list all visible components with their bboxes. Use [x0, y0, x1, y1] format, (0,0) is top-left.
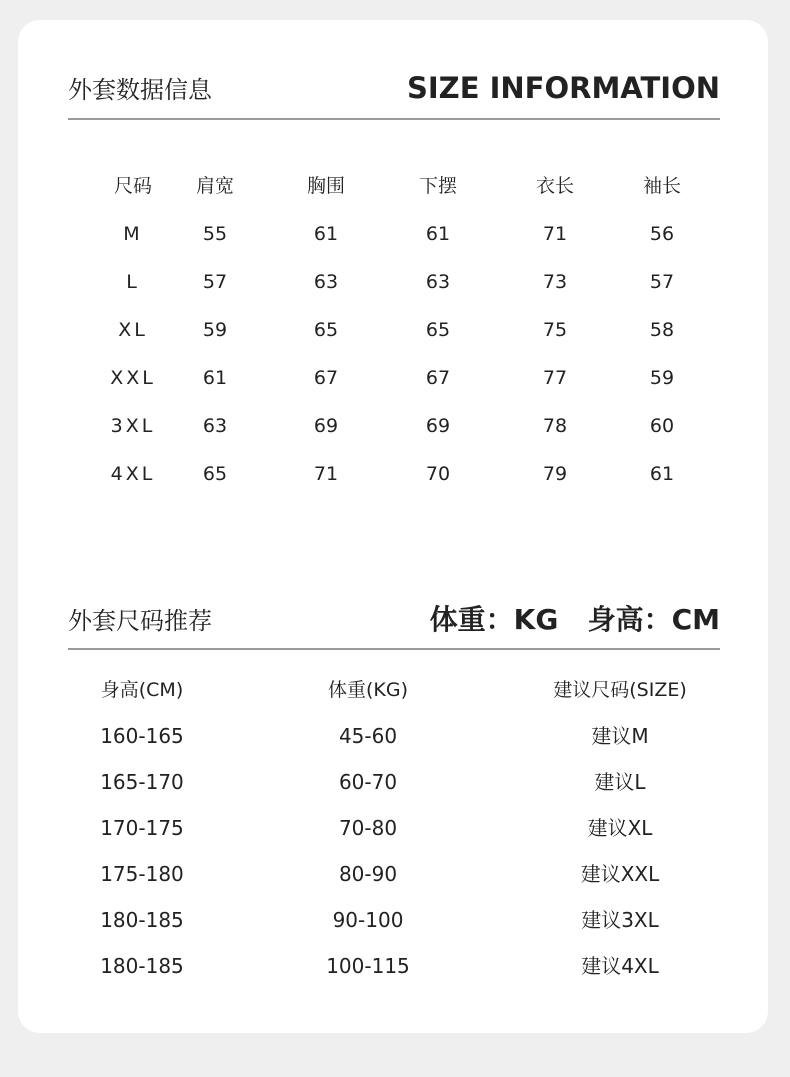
- chest-cell: 65: [313, 319, 339, 341]
- weight-cell: 80-90: [338, 862, 398, 886]
- length-cell: 78: [542, 415, 568, 437]
- suggested-size-cell: 建议XL: [587, 816, 653, 840]
- shoulder-cell: 63: [202, 415, 228, 437]
- chest-cell: 67: [313, 367, 339, 389]
- header-size: 尺码: [113, 175, 153, 197]
- shoulder-cell: 65: [202, 463, 228, 485]
- length-cell: 71: [542, 223, 568, 245]
- size-chart-card: [18, 20, 768, 1033]
- table-row: [18, 450, 768, 498]
- size-info-header: [68, 70, 720, 105]
- weight-cell: 100-115: [326, 954, 410, 978]
- shoulder-cell: 61: [202, 367, 228, 389]
- chest-cell: 69: [313, 415, 339, 437]
- table-row: [18, 897, 768, 943]
- size-cell: M: [123, 223, 143, 245]
- length-cell: 73: [542, 271, 568, 293]
- sleeve-cell: 56: [649, 223, 675, 245]
- chest-cell: 63: [313, 271, 339, 293]
- hem-cell: 69: [425, 415, 451, 437]
- recommend-table-header: [18, 667, 768, 713]
- size-cell: XXL: [110, 367, 156, 389]
- table-row: [18, 759, 768, 805]
- recommend-table: [18, 667, 768, 989]
- size-cell: 4XL: [110, 463, 156, 485]
- size-cell: L: [126, 271, 140, 293]
- size-cell: XL: [118, 319, 148, 341]
- shoulder-cell: 57: [202, 271, 228, 293]
- weight-cell: 90-100: [332, 908, 404, 932]
- size-info-divider: [68, 118, 720, 120]
- height-cell: 180-185: [100, 908, 184, 932]
- header-sleeve: 袖长: [642, 175, 682, 197]
- height-cell: 160-165: [100, 724, 184, 748]
- sleeve-cell: 58: [649, 319, 675, 341]
- table-row: [18, 210, 768, 258]
- table-row: [18, 258, 768, 306]
- chest-cell: 71: [313, 463, 339, 485]
- shoulder-cell: 59: [202, 319, 228, 341]
- table-row: [18, 354, 768, 402]
- sleeve-cell: 60: [649, 415, 675, 437]
- table-row: [18, 306, 768, 354]
- sleeve-cell: 57: [649, 271, 675, 293]
- height-cell: 170-175: [100, 816, 184, 840]
- header-length: 衣长: [535, 175, 575, 197]
- suggested-size-cell: 建议4XL: [581, 954, 659, 978]
- header-suggested-size: 建议尺码(SIZE): [553, 679, 687, 701]
- size-info-title-en: SIZE INFORMATION: [406, 70, 720, 105]
- hem-cell: 63: [425, 271, 451, 293]
- units-note: 体重：KG 身高：CM: [429, 603, 720, 636]
- length-cell: 75: [542, 319, 568, 341]
- weight-cell: 60-70: [338, 770, 398, 794]
- header-chest: 胸围: [306, 175, 346, 197]
- header-hem: 下摆: [418, 175, 458, 197]
- sleeve-cell: 59: [649, 367, 675, 389]
- table-row: [18, 805, 768, 851]
- suggested-size-cell: 建议M: [591, 724, 649, 748]
- table-row: [18, 713, 768, 759]
- header-weight: 体重(KG): [327, 679, 409, 701]
- height-cell: 165-170: [100, 770, 184, 794]
- height-cell: 175-180: [100, 862, 184, 886]
- size-cell: 3XL: [110, 415, 156, 437]
- chest-cell: 61: [313, 223, 339, 245]
- recommend-title-cn: 外套尺码推荐: [68, 606, 212, 635]
- length-cell: 77: [542, 367, 568, 389]
- table-row: [18, 851, 768, 897]
- sleeve-cell: 61: [649, 463, 675, 485]
- hem-cell: 61: [425, 223, 451, 245]
- shoulder-cell: 55: [202, 223, 228, 245]
- height-cell: 180-185: [100, 954, 184, 978]
- table-row: [18, 402, 768, 450]
- hem-cell: 67: [425, 367, 451, 389]
- size-table: [18, 162, 768, 498]
- weight-cell: 45-60: [338, 724, 398, 748]
- suggested-size-cell: 建议L: [594, 770, 646, 794]
- recommend-header: [68, 598, 720, 638]
- suggested-size-cell: 建议3XL: [581, 908, 659, 932]
- hem-cell: 65: [425, 319, 451, 341]
- hem-cell: 70: [425, 463, 451, 485]
- length-cell: 79: [542, 463, 568, 485]
- size-info-title-cn: 外套数据信息: [68, 76, 212, 104]
- header-height: 身高(CM): [100, 679, 184, 701]
- table-row: [18, 943, 768, 989]
- suggested-size-cell: 建议XXL: [580, 862, 660, 886]
- size-table-header: [18, 162, 768, 210]
- recommend-divider: [68, 648, 720, 650]
- header-shoulder: 肩宽: [195, 175, 235, 197]
- weight-cell: 70-80: [338, 816, 398, 840]
